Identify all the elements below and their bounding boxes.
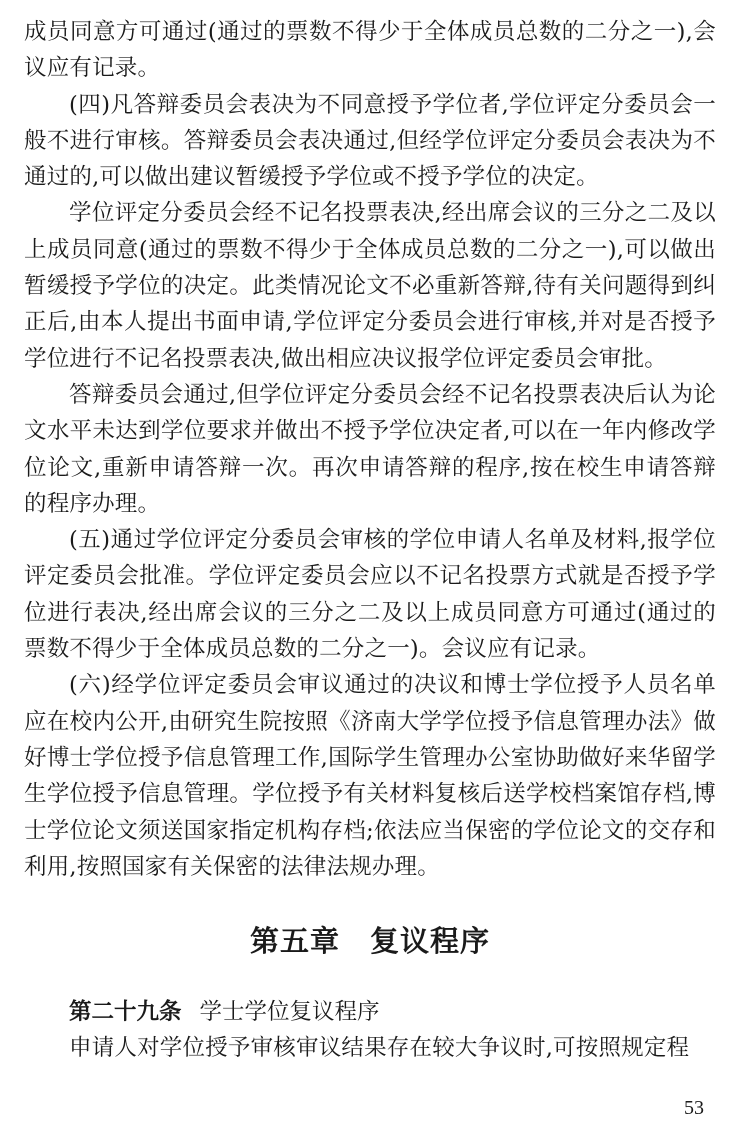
chapter-heading: 第五章 复议程序 [249, 924, 490, 959]
page-number: 53 [684, 1097, 704, 1119]
paragraph-6: (六)经学位评定委员会审议通过的决议和博士学位授予人员名单应在校内公开,由研究生院按照《济南大学学位授予信息管理办法》做好博士学位授予信息管理工作,国际学生管理办公室协助做好来华留学生学位授予信息管理。学位授予有关材料复核后送学校档案馆存档,博士学位论文须送国家指定机构存档;依法应当保密的学位论文的交存和利用,按照国家有关保密的法律法规办理。 [24, 672, 716, 880]
article-heading [24, 994, 716, 1030]
paragraph-4: 答辩委员会通过,但学位评定分委员会经不记名投票表决后认为论文水平未达到学位要求并做出不授予学位决定者,可以在一年内修改学位论文,重新申请答辩一次。再次申请答辩的程序,按在校生申请答辩的程序办理。 [24, 381, 716, 517]
article-number: 第二十九条 [69, 999, 182, 1026]
paragraph-3: 学位评定分委员会经不记名投票表决,经出席会议的三分之二及以上成员同意(通过的票数不得少于全体成员总数的二分之一),可以做出暂缓授予学位的决定。此类情况论文不必重新答辩,待有关问题得到纠正后,由本人提出书面申请,学位评定分委员会进行审核,并对是否授予学位进行不记名投票表决,做出相应决议报学位评定委员会审批。 [24, 200, 716, 372]
paragraph-5: (五)通过学位评定分委员会审核的学位申请人名单及材料,报学位评定委员会批准。学位评定委员会应以不记名投票方式就是否授予学位进行表决,经出席会议的三分之二及以上成员同意方可通过(通过的票数不得少于全体成员总数的二分之一)。会议应有记录。 [24, 527, 716, 663]
paragraph-1: 成员同意方可通过(通过的票数不得少于全体成员总数的二分之一),会议应有记录。 [24, 19, 716, 82]
paragraph-7: 申请人对学位授予审核审议结果存在较大争议时,可按照规定程 [69, 1035, 690, 1062]
paragraph-2: (四)凡答辩委员会表决为不同意授予学位者,学位评定分委员会一般不进行审核。答辩委员会表决通过,但经学位评定分委员会表决为不通过的,可以做出建议暂缓授予学位或不授予学位的决定。 [24, 91, 716, 191]
article-title: 学士学位复议程序 [199, 999, 380, 1026]
document-page [24, 14, 716, 1067]
